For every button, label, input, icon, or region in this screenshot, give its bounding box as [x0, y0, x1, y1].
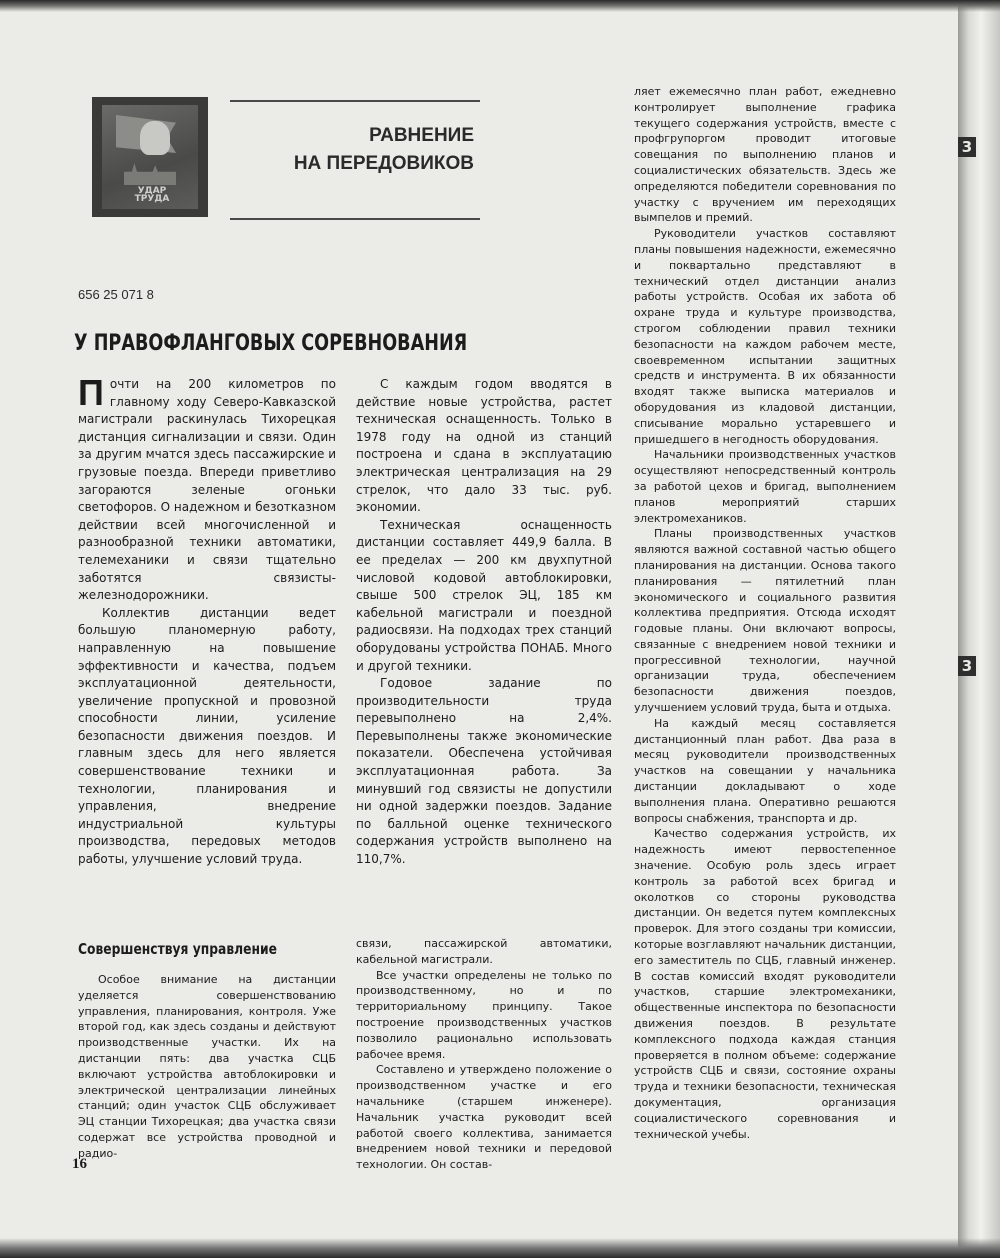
portrait-shape [140, 121, 170, 155]
paragraph: Качество содержания устройств, их надежность имеют первостепенное значение. Особую роль здесь играет контроль за работой всех бригад и околотков со стороны руководства дистанции. Он ведется путем комплексных проверок. Для этого созданы три комиссии, которые возглавляют начальник дистанции, его заместитель по СЦБ, главный инженер. В состав комиссий входят руководители участков, старшие электромеханики, общественные инспектора по безопасности движения поездов. В результате комплексного подхода каждая станция проверяется в полном объеме: содержание устройств СЦБ и связи, состояние охраны труда и техники безопасности, техническая документация, организация социалистического соревнования и технической учебы. [634, 827, 896, 1141]
page-number: 16 [72, 1156, 87, 1172]
emblem-frame [102, 105, 198, 209]
emblem-caption-line: ТРУДА [134, 194, 170, 204]
paragraph: Руководители участков составляют планы повышения надежности, ежемесячно и поквартально представляют в технический отдел дистанции анализ работы устройств. Особая их забота об охране труда и культуре производства, строгом соблюдении правил техники безопасности на каждом рабочем месте, своевременном испытании защитных средств и инструмента. В их обязанности входят также выписка материалов и оборудования из кладовой дистанции, списывание морально устаревшего и пришедшего в негодность оборудования. [634, 227, 896, 446]
emblem-caption-line: УДАР [137, 186, 167, 196]
article-column-3 [634, 84, 896, 1154]
kremlin-shape [124, 163, 176, 185]
header-rule-top [230, 100, 480, 102]
paragraph: С каждым годом вводятся в действие новые устройства, растет техническая оснащенность. Только в 1978 году на одной из станций построена и сдана в эксплуатацию электрическая централизация на 29 стрелок, что дало 33 тыс. руб. экономии. [356, 377, 612, 515]
paragraph: Все участки определены не только по производственному, но и по территориальному принципу. Такое построение производственных участков позволило рационально использовать рабочее время. [356, 968, 612, 1061]
paragraph-text: очти на 200 километров по главному ходу Северо-Кавказской магистрали раскинулась Тихорецкая дистанция сигнализации и связи. Один за другим мчатся здесь пассажирские и грузовые поезда. Впереди приветливо загораются зеленые огоньки светофоров. О надежном и безотказном действии всей многочисленной и разнообразной техники автоматики, телемеханики и связи тщательно заботятся связисты-железнодорожники. [78, 377, 336, 603]
section-title-line: РАВНЕНИЕ [369, 125, 474, 146]
section-title [258, 122, 474, 178]
paragraph: Техническая оснащенность дистанции составляет 449,9 балла. В ее пределах — 200 км двухпутной числовой кодовой автоблокировки, свыше 500 стрелок ЭЦ, 185 км кабельной магистрали и поездной радиосвязи. На подходах трех станций оборудованы устройства ПОНАБ. Много и другой техники. [356, 517, 612, 673]
page-edge [958, 0, 1000, 1258]
section-title-line: НА ПЕРЕДОВИКОВ [293, 153, 474, 174]
article-title: У ПРАВОФЛАНГОВЫХ СОРЕВНОВАНИЯ [74, 331, 468, 356]
article-column-2 [356, 376, 612, 867]
paragraph: Составлено и утверждено положение о производственном участке и его начальнике (старшем инженере). Начальник участка руководит всей работой своего коллектива, занимается внедрением новой техники и передовой технологии. Он состав- [356, 1063, 612, 1172]
paragraph: Особое внимание на дистанции уделяется совершенствованию управления, планирования, контроля. Уже второй год, как здесь созданы и действуют производственные участки. Их на дистанции пять: два участка СЦБ включают устройства автоблокировки и электрической централизации линейных станций; один участок СЦБ обслуживает ЭЦ станции Тихорецкая; два участка связи содержат все устройства проводной и радио- [78, 973, 336, 1160]
paragraph: Годовое задание по производительности труда перевыполнено на 2,4%. Перевыполнены также экономические показатели. Обеспечена устойчивая эксплуатационная работа. За минувший год связисты не допустили ни одной задержки поездов. Задание по балльной оценке технического содержания устройств выполнено на 110,7%. [356, 676, 612, 867]
scan-shadow-top [0, 0, 1000, 12]
paragraph: Коллектив дистанции ведет большую планомерную работу, направленную на повышение эффективности и качества, подъем эксплуатационной деятельности, увеличение пропускной и провозной способности линии, усиление безопасности движения поездов. И главным здесь для него является совершенствование техники и технологии, планирования и управления, внедрение индустриальной культуры производства, передовых методов работы, улучшение условий труда. [78, 605, 336, 867]
drop-cap: П [78, 372, 104, 413]
scan-shadow-bottom [0, 1238, 1000, 1258]
index-code: 656 25 071 8 [78, 287, 154, 302]
paragraph: ляет ежемесячно план работ, ежедневно контролирует выполнение графика текущего содержания устройств, вместе с профгрупоргом проводит итоговые совещания по выполнению планов и социалистических обязательств. Здесь же определяются победители соревнования по участку с вручением им переходящих вымпелов и премий. [634, 85, 896, 225]
edge-tab-marker: 3 [958, 137, 976, 157]
labor-emblem-image [92, 97, 208, 217]
header-rule-bottom [230, 218, 480, 220]
paragraph: На каждый месяц составляется дистанционный план работ. Два раза в месяц руководители производственных участков на совещании у начальника дистанции докладывают о ходе выполнения плана. Оперативно решаются вопросы снабжения, транспорта и др. [634, 716, 896, 825]
paragraph: Начальники производственных участков осуществляют непосредственный контроль за работой цехов и бригад, выполнением планов мероприятий старших электромехаников. [634, 448, 896, 525]
section-subheading: Совершенствуя управление [78, 940, 277, 958]
article-column-1 [78, 372, 336, 867]
paragraph: Планы производственных участков являются важной составной частью общего планирования на дистанции. Основа такого планирования — пятилетний план экономического и социального развития коллектива предприятия. Отсюда исходят годовые планы. Они включают вопросы, связанные с внедрением новой техники и прогрессивной технологии, научной организации труда, обеспечением безопасности движения поездов, улучшением условий труда, быта и отдыха. [634, 527, 896, 715]
article-column-2-lower [356, 936, 612, 1172]
emblem-caption [118, 187, 186, 203]
paragraph: связи, пассажирской автоматики, кабельной магистрали. [356, 937, 612, 966]
article-column-1-lower [78, 972, 336, 1160]
edge-tab-marker: 3 [958, 656, 976, 676]
paragraph [78, 372, 336, 605]
